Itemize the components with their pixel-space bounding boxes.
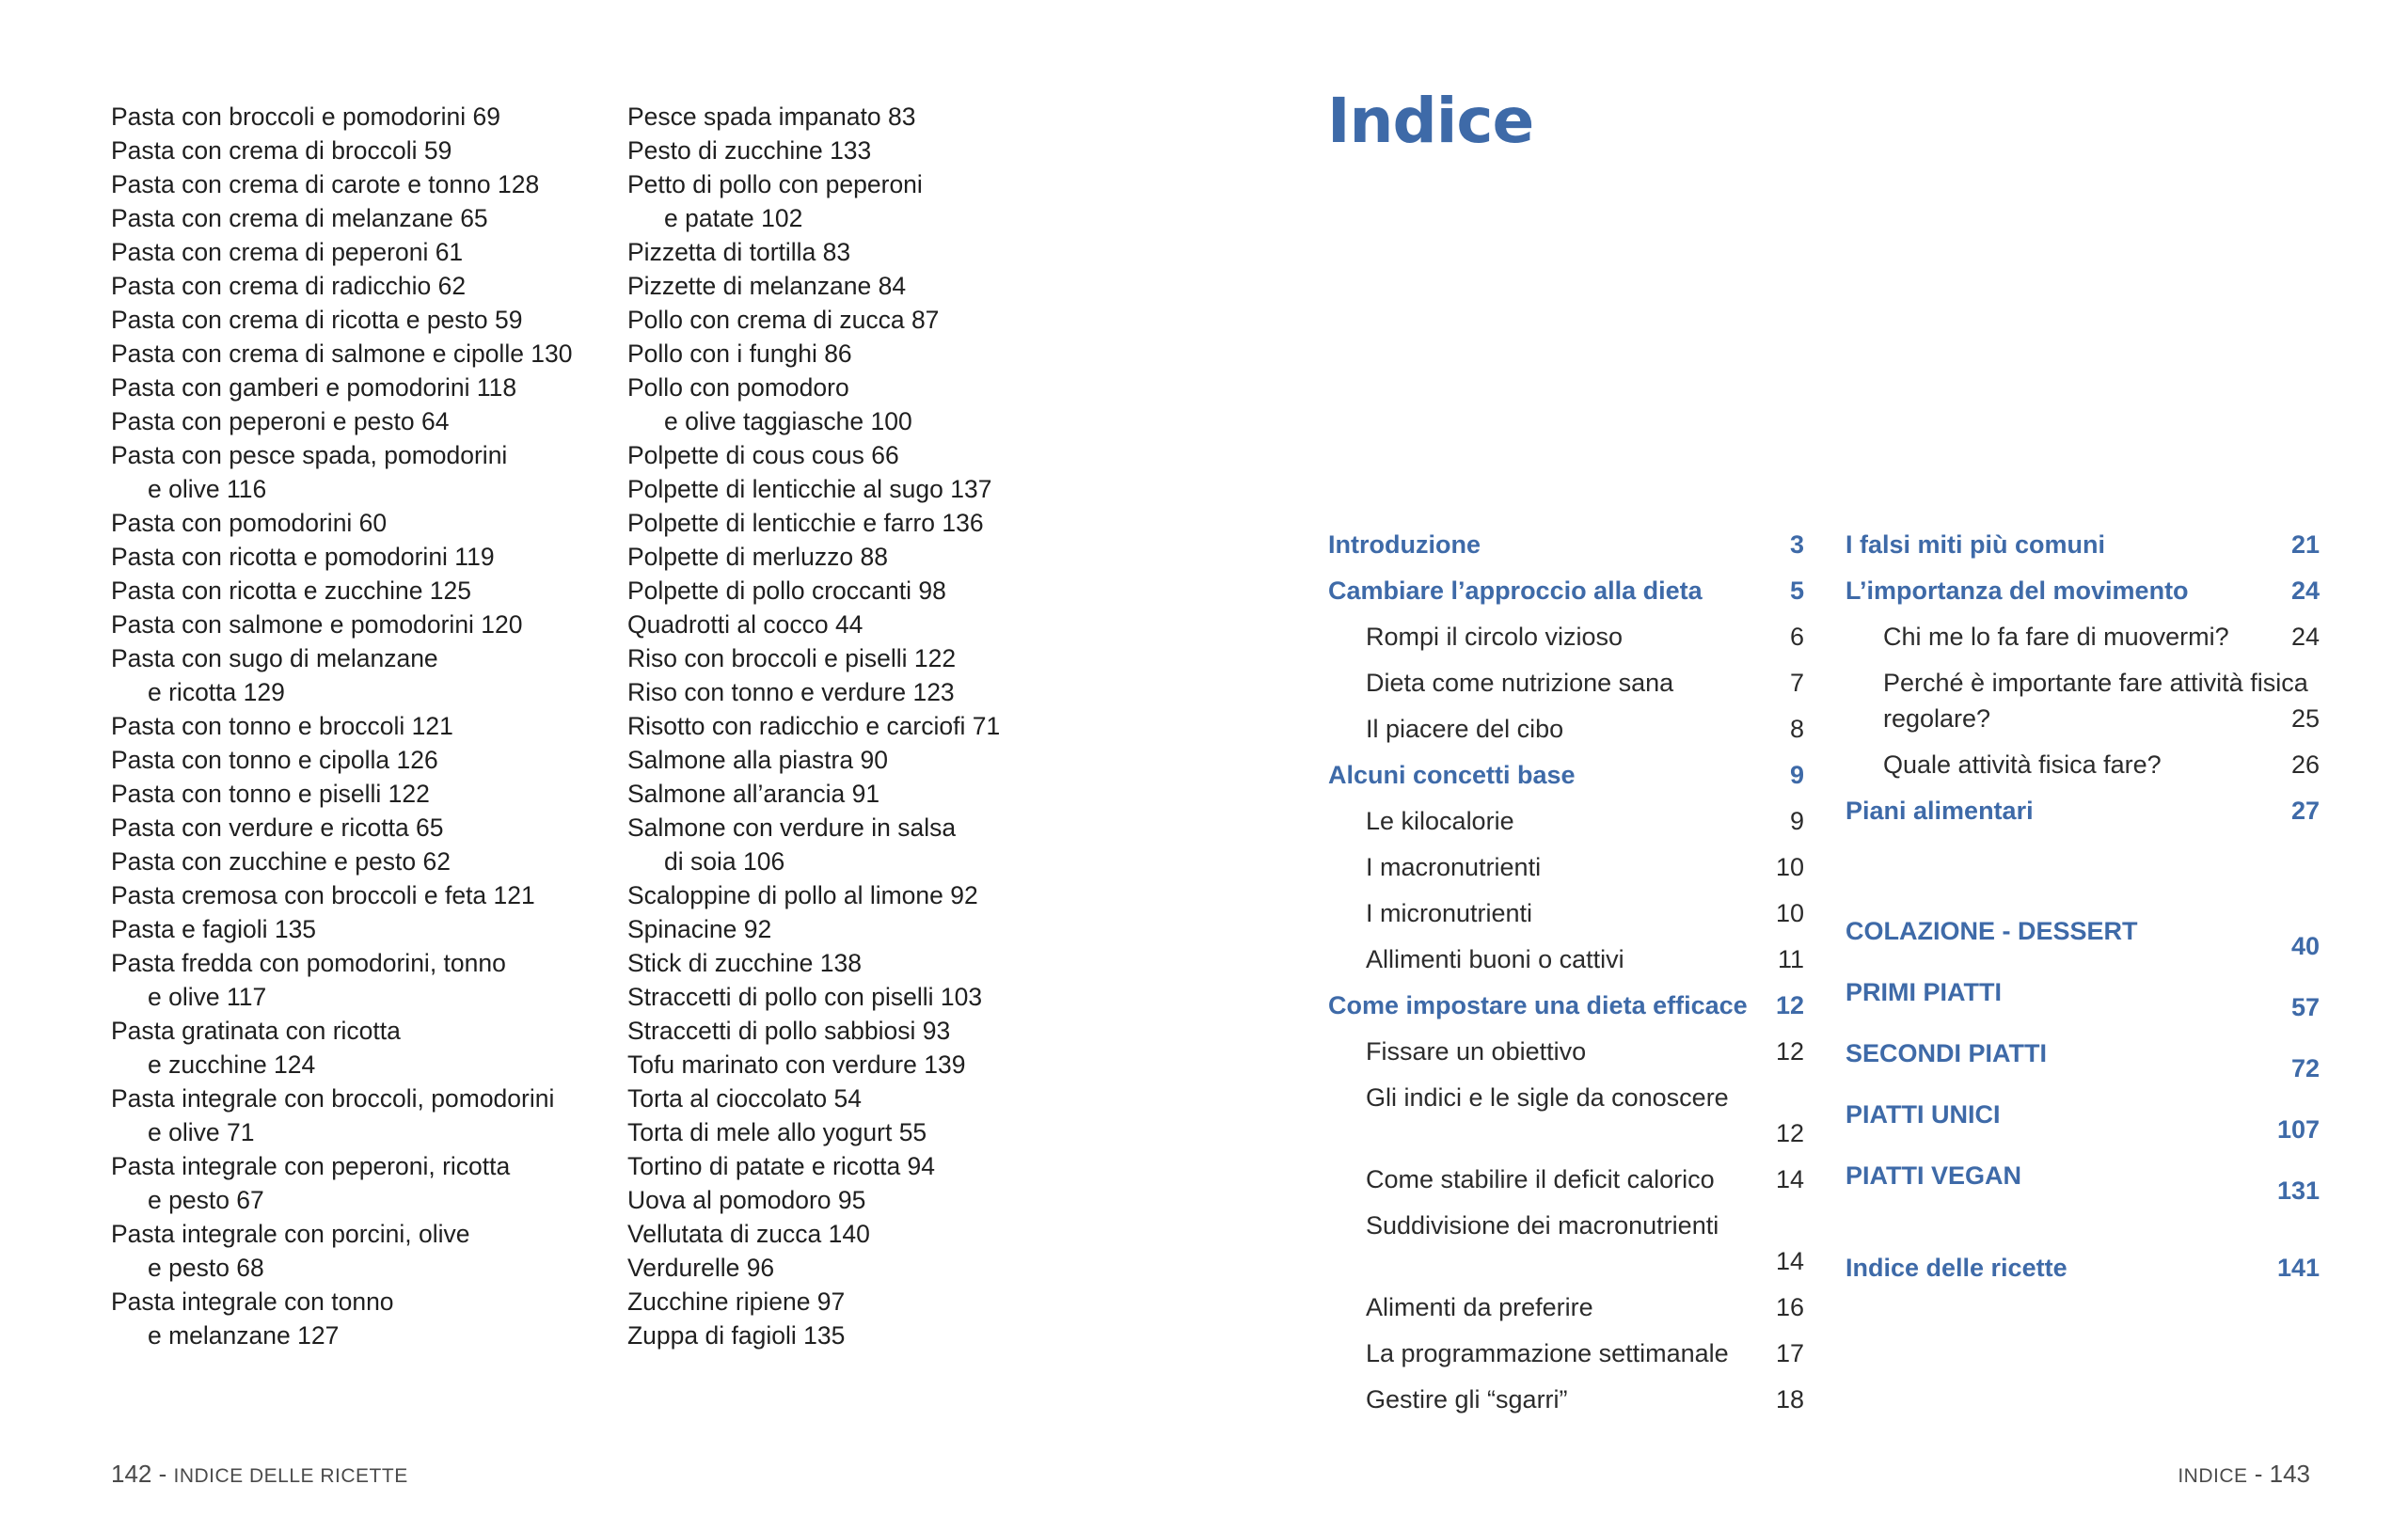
recipe-entry: Uova al pomodoro 95 bbox=[627, 1186, 866, 1214]
recipe-entry: Pasta con crema di salmone e cipolle 130 bbox=[111, 340, 573, 368]
toc-label: Suddivisione dei macronutrienti bbox=[1366, 1211, 1719, 1240]
toc-page-number: 72 bbox=[2290, 1054, 2320, 1082]
recipe-entry-continuation: e olive taggiasche 100 bbox=[664, 407, 912, 435]
toc-label: PIATTI UNICI bbox=[1846, 1100, 2001, 1129]
toc-page-number: 8 bbox=[1789, 715, 1804, 743]
recipe-entry: Pasta con gamberi e pomodorini 118 bbox=[111, 373, 517, 402]
recipe-entry: Pollo con i funghi 86 bbox=[627, 340, 852, 368]
recipe-entry: Polpette di lenticchie al sugo 137 bbox=[627, 475, 992, 503]
toc-label: SECONDI PIATTI bbox=[1846, 1039, 2048, 1067]
toc-subsection[interactable] bbox=[1328, 619, 1804, 665]
recipe-entry: Pasta con tonno e broccoli 121 bbox=[111, 712, 453, 740]
recipe-entry: Stick di zucchine 138 bbox=[627, 949, 862, 977]
recipe-entry-continuation: e pesto 68 bbox=[148, 1254, 264, 1282]
recipe-entry: Pasta e fagioli 135 bbox=[111, 915, 317, 943]
toc-subsection[interactable] bbox=[1846, 665, 2320, 747]
toc-page-number: 17 bbox=[1775, 1339, 1804, 1367]
toc-subsection[interactable] bbox=[1328, 1161, 1804, 1208]
toc-subsection[interactable] bbox=[1328, 665, 1804, 711]
recipe-entry: Pasta cremosa con broccoli e feta 121 bbox=[111, 881, 535, 909]
recipe-entry: Pasta con crema di peperoni 61 bbox=[111, 238, 464, 266]
page-footer-left bbox=[111, 1460, 408, 1489]
recipe-entry: Pasta con zucchine e pesto 62 bbox=[111, 847, 451, 876]
recipe-entry-continuation: e pesto 67 bbox=[148, 1186, 264, 1214]
toc-label: Indice delle ricette bbox=[1846, 1254, 2067, 1282]
toc-column-1 bbox=[1328, 527, 1804, 1428]
recipe-entry: Petto di pollo con peperoni bbox=[627, 170, 923, 198]
recipe-entry: Polpette di merluzzo 88 bbox=[627, 543, 888, 571]
toc-page-number: 26 bbox=[2290, 750, 2320, 779]
recipe-entry: Pasta con tonno e piselli 122 bbox=[111, 780, 430, 808]
recipe-entry: Pollo con crema di zucca 87 bbox=[627, 306, 940, 334]
recipe-entry-continuation: e olive 117 bbox=[148, 983, 267, 1011]
recipe-entry: Pasta con ricotta e zucchine 125 bbox=[111, 576, 472, 605]
toc-label: Quale attività fisica fare? bbox=[1883, 750, 2162, 779]
toc-page-number: 7 bbox=[1789, 669, 1804, 697]
toc-label: Allimenti buoni o cattivi bbox=[1366, 945, 1624, 973]
toc-chapter[interactable] bbox=[1328, 987, 1804, 1034]
recipe-entry: Pasta con ricotta e pomodorini 119 bbox=[111, 543, 495, 571]
toc-label: PRIMI PIATTI bbox=[1846, 978, 2002, 1006]
toc-page-number: 57 bbox=[2290, 993, 2320, 1021]
toc-subsection[interactable] bbox=[1846, 747, 2320, 793]
recipe-entry: Pasta fredda con pomodorini, tonno bbox=[111, 949, 506, 977]
recipe-entry-continuation: e olive 71 bbox=[148, 1118, 255, 1146]
recipe-entry: Polpette di lenticchie e farro 136 bbox=[627, 509, 984, 537]
recipe-entry-continuation: di soia 106 bbox=[664, 847, 785, 876]
recipe-entry: Torta di mele allo yogurt 55 bbox=[627, 1118, 927, 1146]
toc-subsection[interactable] bbox=[1328, 895, 1804, 941]
toc-subsection[interactable] bbox=[1328, 1289, 1804, 1335]
toc-chapter[interactable] bbox=[1846, 793, 2320, 839]
toc-subsection[interactable] bbox=[1328, 711, 1804, 757]
recipe-entry: Salmone con verdure in salsa bbox=[627, 813, 957, 842]
toc-column-2 bbox=[1846, 527, 2320, 1296]
toc-label: Introduzione bbox=[1328, 530, 1481, 559]
toc-page-number: 9 bbox=[1789, 761, 1804, 789]
page-number: 142 - bbox=[111, 1460, 167, 1488]
recipe-entry: Pasta con verdure e ricotta 65 bbox=[111, 813, 444, 842]
toc-page-number: 24 bbox=[2290, 576, 2320, 605]
toc-subsection[interactable] bbox=[1328, 1335, 1804, 1382]
toc-chapter[interactable] bbox=[1846, 1250, 2320, 1296]
recipe-entry: Zucchine ripiene 97 bbox=[627, 1287, 846, 1316]
recipe-column-1 bbox=[111, 100, 600, 1352]
toc-subsection[interactable] bbox=[1328, 1208, 1804, 1289]
toc-page-number: 40 bbox=[2290, 932, 2320, 960]
recipe-entry: Pasta con peperoni e pesto 64 bbox=[111, 407, 450, 435]
toc-page-number: 24 bbox=[2290, 623, 2320, 651]
recipe-entry-continuation: e melanzane 127 bbox=[148, 1321, 340, 1350]
toc-label: Chi me lo fa fare di muovermi? bbox=[1883, 623, 2229, 651]
toc-subsection[interactable] bbox=[1328, 941, 1804, 987]
spacer bbox=[1846, 1219, 2320, 1250]
recipe-entry: Pasta integrale con broccoli, pomodorini bbox=[111, 1084, 555, 1113]
page-number: - 143 bbox=[2254, 1460, 2310, 1488]
toc-label: Come impostare una dieta efficace bbox=[1328, 991, 1748, 1019]
toc-subsection[interactable] bbox=[1328, 1034, 1804, 1080]
recipe-entry: Salmone all’arancia 91 bbox=[627, 780, 880, 808]
toc-page-number: 9 bbox=[1789, 807, 1804, 835]
recipe-entry: Pasta integrale con peperoni, ricotta bbox=[111, 1152, 511, 1180]
recipe-entry: Pasta con crema di carote e tonno 128 bbox=[111, 170, 540, 198]
toc-label: I falsi miti più comuni bbox=[1846, 530, 2106, 559]
recipe-entry: Pasta integrale con porcini, olive bbox=[111, 1220, 470, 1248]
toc-label: Piani alimentari bbox=[1846, 797, 2034, 825]
toc-chapter[interactable] bbox=[1846, 1035, 2320, 1097]
recipe-entry: Pasta con tonno e cipolla 126 bbox=[111, 746, 438, 774]
recipe-entry: Spinacine 92 bbox=[627, 915, 772, 943]
recipe-entry: Riso con tonno e verdure 123 bbox=[627, 678, 955, 706]
toc-page-number: 107 bbox=[2276, 1115, 2320, 1144]
toc-page-number: 3 bbox=[1789, 530, 1804, 559]
recipe-column-2 bbox=[627, 100, 1117, 1352]
toc-page-number: 5 bbox=[1789, 576, 1804, 605]
recipe-entry: Pasta con crema di ricotta e pesto 59 bbox=[111, 306, 523, 334]
recipe-entry: Pizzetta di tortilla 83 bbox=[627, 238, 851, 266]
toc-label: Perché è importante fare attività fisica regolare? bbox=[1883, 669, 2308, 733]
page-title: Indice bbox=[1327, 85, 1534, 157]
toc-label: Il piacere del cibo bbox=[1366, 715, 1564, 743]
recipe-entry: Risotto con radicchio e carciofi 71 bbox=[627, 712, 1001, 740]
recipe-entry: Pasta gratinata con ricotta bbox=[111, 1017, 401, 1045]
toc-page-number: 12 bbox=[1775, 1119, 1804, 1147]
toc-label: COLAZIONE - DESSERT bbox=[1846, 917, 2138, 945]
toc-label: PIATTI VEGAN bbox=[1846, 1161, 2022, 1190]
toc-label: Cambiare l’approccio alla dieta bbox=[1328, 576, 1703, 605]
recipe-entry: Pesto di zucchine 133 bbox=[627, 136, 872, 165]
toc-label: Alimenti da preferire bbox=[1366, 1293, 1593, 1321]
recipe-entry: Pasta con pomodorini 60 bbox=[111, 509, 388, 537]
recipe-entry: Scaloppine di pollo al limone 92 bbox=[627, 881, 978, 909]
recipe-entry: Riso con broccoli e piselli 122 bbox=[627, 644, 957, 672]
recipe-entry: Pizzette di melanzane 84 bbox=[627, 272, 907, 300]
toc-subsection[interactable] bbox=[1328, 849, 1804, 895]
toc-chapter[interactable] bbox=[1846, 573, 2320, 619]
toc-label: Alcuni concetti base bbox=[1328, 761, 1576, 789]
toc-subsection[interactable] bbox=[1328, 803, 1804, 849]
toc-subsection[interactable] bbox=[1328, 1080, 1804, 1161]
spacer bbox=[1846, 839, 2320, 913]
recipe-entry: Pasta con salmone e pomodorini 120 bbox=[111, 610, 523, 639]
toc-page-number: 141 bbox=[2276, 1254, 2320, 1282]
recipe-entry: Pasta integrale con tonno bbox=[111, 1287, 394, 1316]
recipe-entry: Pasta con crema di melanzane 65 bbox=[111, 204, 488, 232]
recipe-entry: Zuppa di fagioli 135 bbox=[627, 1321, 846, 1350]
recipe-entry: Vellutata di zucca 140 bbox=[627, 1220, 870, 1248]
recipe-entry: Pasta con broccoli e pomodorini 69 bbox=[111, 103, 500, 131]
toc-page-number: 25 bbox=[2290, 704, 2320, 733]
toc-label: I macronutrienti bbox=[1366, 853, 1542, 881]
recipe-entry-continuation: e patate 102 bbox=[664, 204, 803, 232]
toc-label: I micronutrienti bbox=[1366, 899, 1533, 927]
toc-page-number: 11 bbox=[1777, 945, 1804, 973]
toc-page-number: 10 bbox=[1775, 899, 1804, 927]
toc-page-number: 131 bbox=[2276, 1177, 2320, 1205]
running-footer-title: INDICE DELLE RICETTE bbox=[173, 1465, 408, 1487]
running-footer-title: INDICE bbox=[2178, 1465, 2248, 1487]
toc-label: L’importanza del movimento bbox=[1846, 576, 2189, 605]
recipe-entry: Quadrotti al cocco 44 bbox=[627, 610, 863, 639]
recipe-entry-continuation: e zucchine 124 bbox=[148, 1050, 316, 1079]
recipe-entry: Pasta con pesce spada, pomodorini bbox=[111, 441, 508, 469]
toc-label: Dieta come nutrizione sana bbox=[1366, 669, 1674, 697]
toc-label: Gestire gli “sgarri” bbox=[1366, 1385, 1568, 1414]
toc-chapter[interactable] bbox=[1328, 573, 1804, 619]
toc-label: Come stabilire il deficit calorico bbox=[1366, 1165, 1715, 1193]
toc-page-number: 18 bbox=[1775, 1385, 1804, 1414]
toc-page-number: 10 bbox=[1775, 853, 1804, 881]
toc-page-number: 14 bbox=[1775, 1247, 1804, 1275]
recipe-entry: Pollo con pomodoro bbox=[627, 373, 849, 402]
recipe-entry: Straccetti di pollo con piselli 103 bbox=[627, 983, 983, 1011]
recipe-entry: Pesce spada impanato 83 bbox=[627, 103, 916, 131]
toc-label: Gli indici e le sigle da conoscere bbox=[1366, 1083, 1729, 1112]
toc-page-number: 16 bbox=[1775, 1293, 1804, 1321]
toc-chapter[interactable] bbox=[1846, 1158, 2320, 1219]
toc-page-number: 6 bbox=[1789, 623, 1804, 651]
toc-chapter[interactable] bbox=[1328, 527, 1804, 573]
recipe-entry: Polpette di cous cous 66 bbox=[627, 441, 899, 469]
recipe-entry: Pasta con crema di broccoli 59 bbox=[111, 136, 452, 165]
toc-chapter[interactable] bbox=[1846, 974, 2320, 1035]
page-footer-right bbox=[2178, 1460, 2310, 1489]
toc-page-number: 14 bbox=[1775, 1165, 1804, 1193]
toc-label: Rompi il circolo vizioso bbox=[1366, 623, 1624, 651]
toc-page-number: 21 bbox=[2290, 530, 2320, 559]
recipe-entry: Salmone alla piastra 90 bbox=[627, 746, 888, 774]
toc-chapter[interactable] bbox=[1846, 1097, 2320, 1158]
toc-chapter[interactable] bbox=[1846, 913, 2320, 974]
toc-page-number: 12 bbox=[1775, 991, 1804, 1019]
recipe-entry: Verdurelle 96 bbox=[627, 1254, 775, 1282]
toc-page-number: 12 bbox=[1775, 1037, 1804, 1066]
recipe-entry: Torta al cioccolato 54 bbox=[627, 1084, 862, 1113]
toc-chapter[interactable] bbox=[1328, 757, 1804, 803]
toc-label: Fissare un obiettivo bbox=[1366, 1037, 1587, 1066]
toc-chapter[interactable] bbox=[1846, 527, 2320, 573]
recipe-entry: Polpette di pollo croccanti 98 bbox=[627, 576, 946, 605]
recipe-entry-continuation: e ricotta 129 bbox=[148, 678, 285, 706]
toc-subsection[interactable] bbox=[1328, 1382, 1804, 1428]
recipe-entry-continuation: e olive 116 bbox=[148, 475, 267, 503]
toc-page-number: 27 bbox=[2290, 797, 2320, 825]
recipe-entry: Pasta con sugo di melanzane bbox=[111, 644, 438, 672]
recipe-entry: Tofu marinato con verdure 139 bbox=[627, 1050, 966, 1079]
recipe-entry: Straccetti di pollo sabbiosi 93 bbox=[627, 1017, 951, 1045]
toc-label: La programmazione settimanale bbox=[1366, 1339, 1729, 1367]
toc-label: Le kilocalorie bbox=[1366, 807, 1514, 835]
recipe-entry: Pasta con crema di radicchio 62 bbox=[111, 272, 467, 300]
recipe-entry: Tortino di patate e ricotta 94 bbox=[627, 1152, 936, 1180]
toc-subsection[interactable] bbox=[1846, 619, 2320, 665]
